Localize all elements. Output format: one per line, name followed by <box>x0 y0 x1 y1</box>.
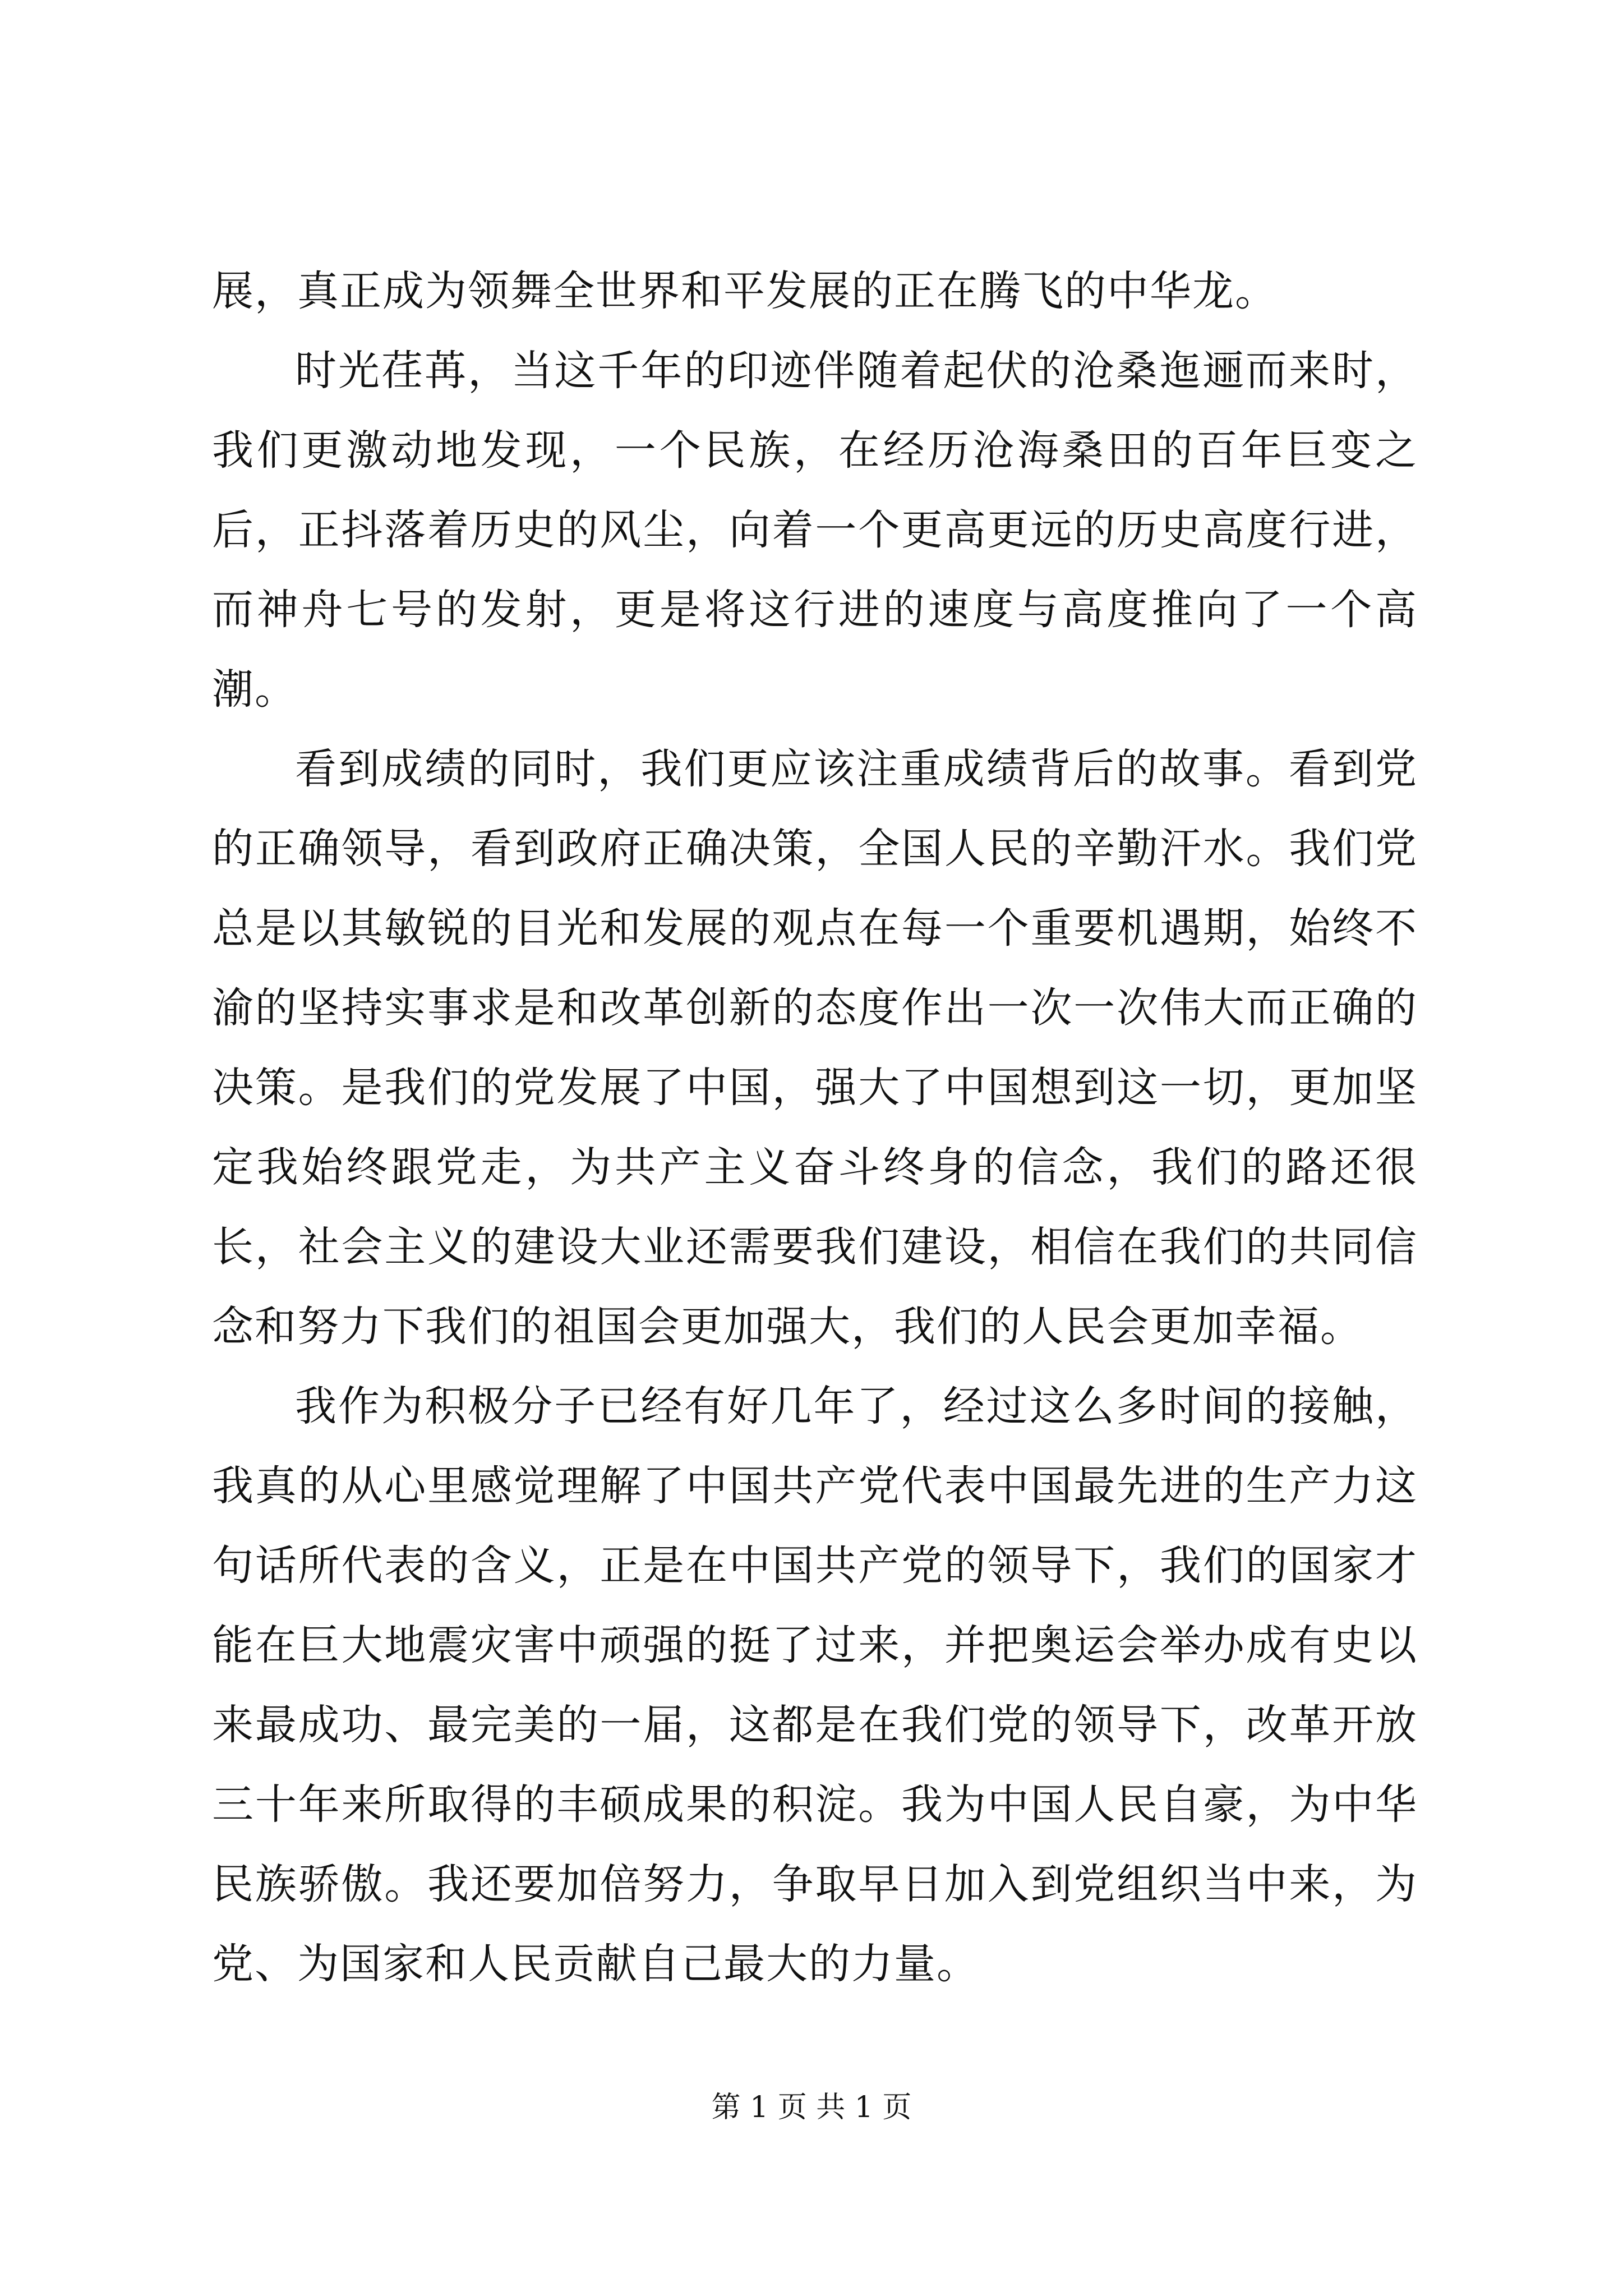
paragraph-1: 展，真正成为领舞全世界和平发展的正在腾飞的中华龙。 <box>212 267 1278 315</box>
paragraph-4: 我作为积极分子已经有好几年了，经过这么多时间的接触，我真的从心里感觉理解了中国共产党代表中国最先进的生产力这句话所代表的含义，正是在中国共产党的领导下，我们的国家才能在巨大地震灾害中顽强的挺了过来，并把奥运会举办成有史以来最成功、最完美的一届，这都是在我们党的领导下，改革开放三十年来所取得的丰硕成果的积淀。我为中国人民自豪，为中华民族骄傲。我还要加倍努力，争取早日加入到党组织当中来，为党、为国家和人民贡献自己最大的力量。 <box>212 1382 1418 1988</box>
paragraph-3: 看到成绩的同时，我们更应该注重成绩背后的故事。看到党的正确领导，看到政府正确决策，全国人民的辛勤汗水。我们党总是以其敏锐的目光和发展的观点在每一个重要机遇期，始终不渝的坚持实事求是和改革创新的态度作出一次一次伟大而正确的决策。是我们的党发展了中国，强大了中国想到这一切，更加坚定我始终跟党走，为共产主义奋斗终身的信念，我们的路还很长，社会主义的建设大业还需要我们建设，相信在我们的共同信念和努力下我们的祖国会更加强大，我们的人民会更加幸福。 <box>212 745 1418 1351</box>
document-body <box>212 251 1418 2004</box>
page-footer: 第 1 页 共 1 页 <box>711 2091 912 2124</box>
paragraph-2: 时光荏苒，当这千年的印迹伴随着起伏的沧桑迤逦而来时，我们更激动地发现，一个民族，在经历沧海桑田的百年巨变之后，正抖落着历史的风尘，向着一个更高更远的历史高度行进，而神舟七号的发射，更是将这行进的速度与高度推向了一个高潮。 <box>212 347 1418 714</box>
